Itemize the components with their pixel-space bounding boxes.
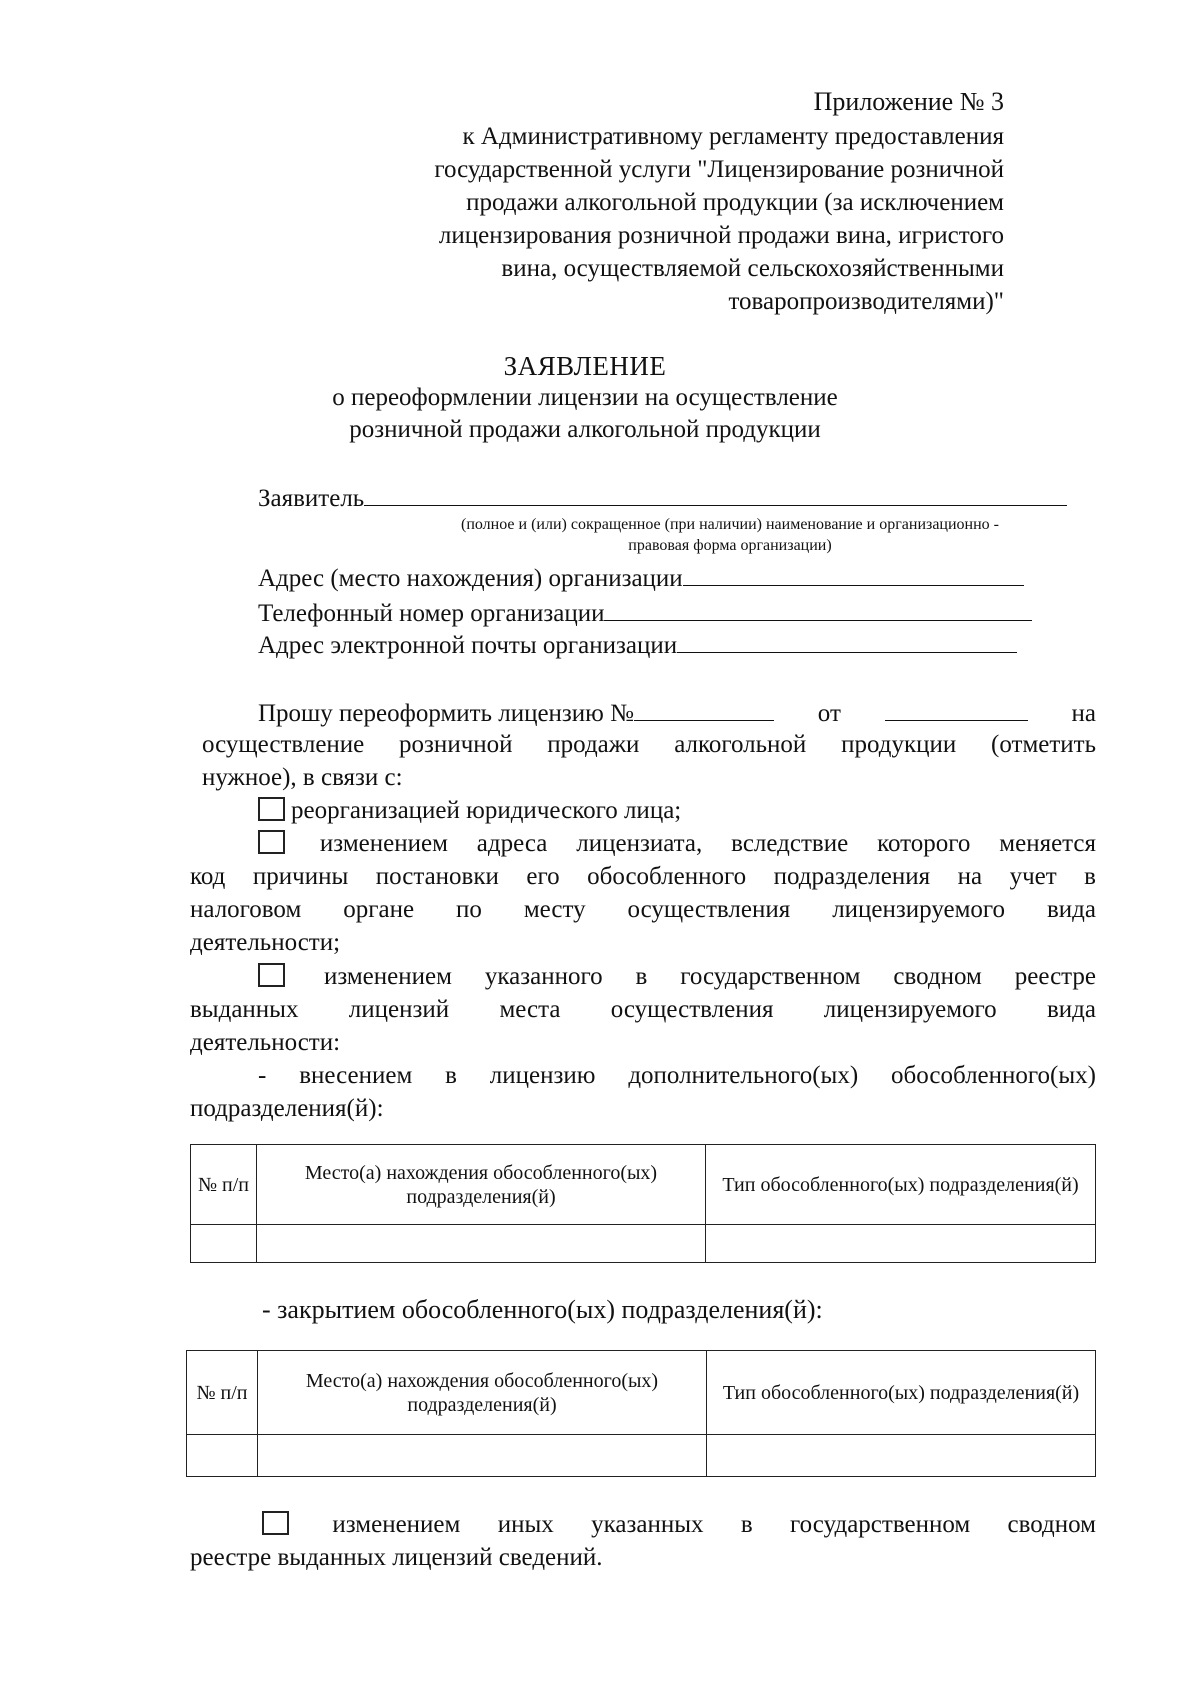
option-text: деятельности; [190,929,341,956]
phone-field[interactable] [604,596,1032,621]
appendix-ref-line: государственной услуги "Лицензирование розничной [434,156,1004,183]
option-text: деятельности: [190,1029,341,1056]
option-text: изменением иных указанных в государственном сводном [332,1511,1097,1538]
address-field[interactable] [683,561,1024,586]
option-place-change [258,962,1096,992]
phone-row [258,596,1032,629]
table-cell[interactable] [257,1225,706,1263]
table-header-location: Место(а) нахождения обособленного(ых) подразделения(й) [257,1145,706,1225]
option-text: налоговом органе по месту осуществления лицензируемого вида [190,896,1096,923]
close-subdivision-text: - закрытием обособленного(ых) подразделения(й): [262,1295,823,1324]
table-header-type: Тип обособленного(ых) подразделения(й) [706,1145,1096,1225]
license-date-field[interactable] [885,696,1028,721]
request-on-text: на [1071,700,1096,727]
applicant-row [258,481,1067,514]
add-subdivision-text: - внесением в лицензию дополнительного(ых) обособленного(ых) [258,1062,1096,1089]
document-subtitle: о переоформлении лицензии на осуществление [332,384,838,411]
table-cell[interactable] [191,1225,257,1263]
option-address-change [258,829,1096,859]
option-text: реорганизацией юридического лица; [291,797,682,824]
add-subdivision-table [190,1144,1096,1263]
document-title: ЗАЯВЛЕНИЕ [503,351,667,381]
table-cell[interactable] [258,1435,707,1477]
table-header-location: Место(а) нахождения обособленного(ых) подразделения(й) [258,1351,707,1435]
email-row [258,628,1017,661]
email-field[interactable] [677,628,1017,653]
option-text: изменением указанного в государственном сводном реестре [323,963,1097,990]
option-other-change [262,1510,1096,1540]
table-cell[interactable] [707,1435,1096,1477]
request-line [258,696,1096,729]
request-text: нужное), в связи с: [202,764,403,791]
appendix-number: Приложение № 3 [813,87,1004,116]
appendix-ref-line: товаропроизводителями)" [728,288,1004,315]
applicant-hint: (полное и (или) сокращенное (при наличии) наименование и организационно - [460,516,999,533]
table-header-type: Тип обособленного(ых) подразделения(й) [707,1351,1096,1435]
request-text: Прошу переоформить лицензию № [258,700,634,727]
close-subdivision-table [186,1350,1096,1477]
address-row [258,561,1024,594]
applicant-hint: правовая форма организации) [628,537,832,554]
request-from-text: от [817,700,841,727]
appendix-ref-line: к Административному регламенту предоставления [462,123,1004,150]
appendix-ref-line: вина, осуществляемой сельскохозяйственными [501,255,1004,282]
applicant-label: Заявитель [258,485,365,512]
option-text: реестре выданных лицензий сведений. [190,1544,603,1571]
address-change-checkbox[interactable] [258,830,285,854]
license-number-field[interactable] [634,696,774,721]
add-subdivision-text: подразделения(й): [190,1095,384,1122]
reorganization-checkbox[interactable] [258,797,285,821]
option-text: изменением адреса лицензиата, вследствие которого меняется [319,830,1096,857]
table-header-number: № п/п [187,1351,258,1435]
table-cell[interactable] [706,1225,1096,1263]
email-label: Адрес электронной почты организации [258,632,678,659]
appendix-ref-line: продажи алкогольной продукции (за исключением [466,189,1004,216]
address-label: Адрес (место нахождения) организации [258,565,683,592]
appendix-ref-line: лицензирования розничной продажи вина, игристого [438,222,1004,249]
request-text: осуществление розничной продажи алкогольной продукции (отметить [202,731,1096,758]
phone-label: Телефонный номер организации [258,600,605,627]
option-reorganization [258,796,681,826]
place-change-checkbox[interactable] [258,963,285,987]
document-subtitle: розничной продажи алкогольной продукции [349,416,821,443]
table-cell[interactable] [187,1435,258,1477]
other-change-checkbox[interactable] [262,1511,289,1535]
applicant-field[interactable] [364,481,1067,506]
table-header-number: № п/п [191,1145,257,1225]
option-text: код причины постановки его обособленного подразделения на учет в [190,863,1096,890]
option-text: выданных лицензий места осуществления лицензируемого вида [190,996,1096,1023]
